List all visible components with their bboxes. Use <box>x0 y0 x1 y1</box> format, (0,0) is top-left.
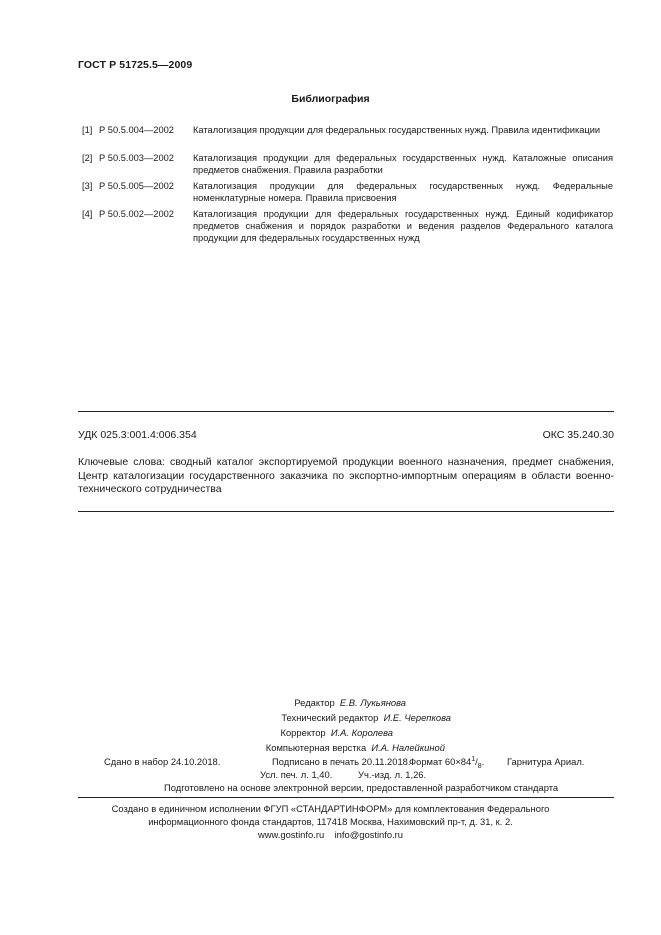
format-prefix: Формат 60×84 <box>409 756 472 768</box>
divider-middle <box>78 511 614 512</box>
footer-contacts <box>0 828 661 841</box>
credit-role: Компьютерная верстка <box>265 742 367 753</box>
publication-signed: Подписано в печать 20.11.2018. <box>272 756 411 767</box>
entry-code: Р 50.5.004—2002 <box>99 125 174 135</box>
credit-name: И.А. Королева <box>330 727 393 738</box>
credit-layout <box>266 742 445 753</box>
keywords-paragraph: Ключевые слова: сводный каталог экспортируемой продукции военного назначения, предмет снабжения, Центр каталогизации государственного заказчика по экспортно-импортным операциям в области военно-технического сотрудничества <box>78 456 614 496</box>
credit-name: Е.В. Лукьянова <box>339 697 406 708</box>
credit-tech-editor <box>281 712 451 723</box>
entry-text: Каталогизация продукции для федеральных государственных нужд. Правила идентификации <box>193 125 601 135</box>
credit-name: И.А. Налейкиной <box>371 742 445 753</box>
bibliography-title: Библиография <box>291 93 370 105</box>
divider-top <box>78 411 614 412</box>
email-link[interactable]: info@gostinfo.ru <box>334 829 404 840</box>
credit-editor <box>294 697 406 708</box>
website-link[interactable]: www.gostinfo.ru <box>257 829 325 840</box>
publication-sent: Сдано в набор 24.10.2018. <box>104 756 221 767</box>
document-code: ГОСТ Р 51725.5—2009 <box>78 59 193 71</box>
publication-print-sheets: Усл. печ. л. 1,40. <box>260 769 333 780</box>
publication-font: Гарнитура Ариал. <box>507 756 585 767</box>
credit-role: Корректор <box>280 727 326 738</box>
entry-text: Каталогизация продукции для федеральных государственных нужд. Каталожные описания предметов снабжения. Правила разработки <box>193 153 613 176</box>
credit-role: Редактор <box>294 697 335 708</box>
entry-text: Каталогизация продукции для федеральных государственных нужд. Федеральные номенклатурные номера. Правила присвоения <box>193 181 613 204</box>
credit-name: И.Е. Черепкова <box>383 712 451 723</box>
credit-role: Технический редактор <box>281 712 379 723</box>
publication-pub-sheets: Уч.-изд. л. 1,26. <box>358 769 427 780</box>
entry-number: [1] <box>82 125 93 135</box>
entry-text: Каталогизация продукции для федеральных государственных нужд. Единый кодификатор предметов снабжения и порядок разработки и ведения разделов Федерального каталога продукции для федеральных государственных нужд <box>193 209 613 244</box>
format-denominator: 8 <box>477 763 482 770</box>
footer-line-2: информационного фонда стандартов, 117418 Москва, Нахимовский пр-т, д. 31, к. 2. <box>148 816 513 827</box>
format-numerator: 1 <box>471 756 476 763</box>
footer-line-1: Создано в единичном исполнении ФГУП «СТАНДАРТИНФОРМ» для комплектования Федерального <box>111 803 550 814</box>
divider-bottom <box>78 797 614 798</box>
entry-code: Р 50.5.003—2002 <box>99 153 174 163</box>
format-suffix: . <box>481 756 485 768</box>
entry-code: Р 50.5.002—2002 <box>99 209 174 219</box>
publication-format: Формат $60\times 84^1/_8$. <box>409 756 485 770</box>
credit-proofreader <box>281 727 394 738</box>
oks-code: ОКС 35.240.30 <box>542 429 614 441</box>
udk-code: УДК 025.3:001.4:006.354 <box>78 429 197 441</box>
entry-number: [3] <box>82 181 93 191</box>
entry-code: Р 50.5.005—2002 <box>99 181 174 191</box>
entry-number: [2] <box>82 153 93 163</box>
publication-prepared: Подготовлено на основе электронной версии, предоставленной разработчиком стандарта <box>164 782 559 793</box>
entry-number: [4] <box>82 209 93 219</box>
